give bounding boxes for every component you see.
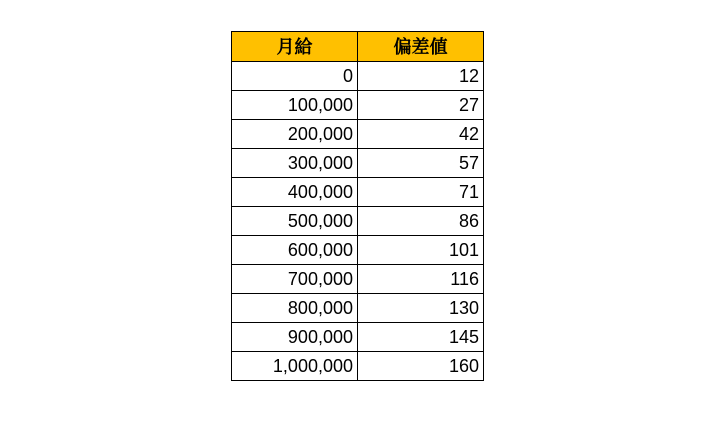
cell-deviation-value: 27 [358,91,484,120]
cell-monthly-salary: 900,000 [232,323,358,352]
table-row [232,149,484,178]
cell-deviation-value: 12 [358,62,484,91]
cell-deviation-value: 116 [358,265,484,294]
header-monthly-salary: 月給 [232,32,358,62]
cell-deviation-value: 160 [358,352,484,381]
table-row [232,352,484,381]
cell-monthly-salary: 300,000 [232,149,358,178]
cell-monthly-salary: 800,000 [232,294,358,323]
cell-deviation-value: 71 [358,178,484,207]
cell-deviation-value: 101 [358,236,484,265]
cell-deviation-value: 57 [358,149,484,178]
table-row [232,265,484,294]
cell-monthly-salary: 400,000 [232,178,358,207]
table-row [232,323,484,352]
cell-monthly-salary: 500,000 [232,207,358,236]
salary-deviation-table [231,31,484,381]
cell-deviation-value: 86 [358,207,484,236]
table-row [232,236,484,265]
cell-deviation-value: 145 [358,323,484,352]
cell-deviation-value: 42 [358,120,484,149]
table-row [232,294,484,323]
table-row [232,178,484,207]
cell-monthly-salary: 1,000,000 [232,352,358,381]
cell-monthly-salary: 200,000 [232,120,358,149]
table-row [232,207,484,236]
table-row [232,62,484,91]
cell-deviation-value: 130 [358,294,484,323]
table-row [232,120,484,149]
table-body [232,62,484,381]
cell-monthly-salary: 600,000 [232,236,358,265]
header-deviation-value: 偏差値 [358,32,484,62]
table-row [232,91,484,120]
cell-monthly-salary: 700,000 [232,265,358,294]
table-header-row [232,32,484,62]
cell-monthly-salary: 0 [232,62,358,91]
cell-monthly-salary: 100,000 [232,91,358,120]
